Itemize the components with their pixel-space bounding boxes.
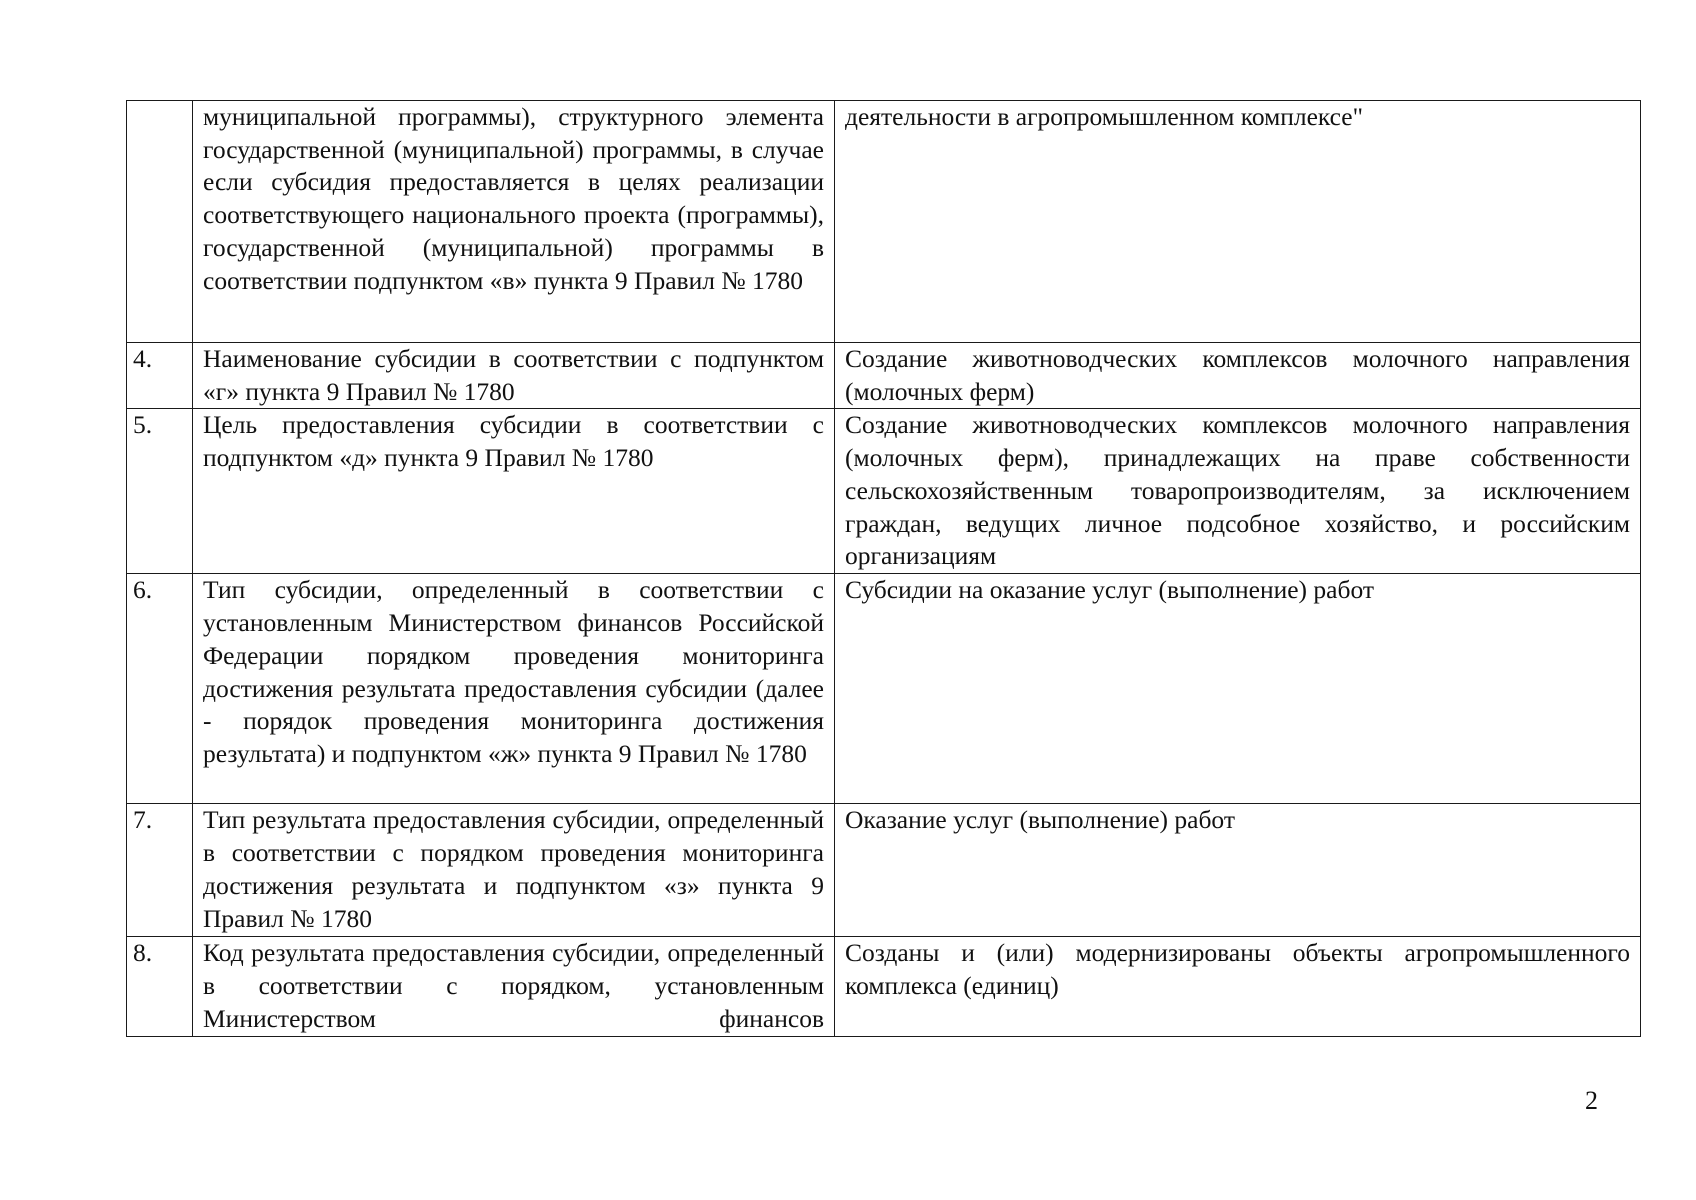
- row-label: Цель предоставления субсидии в соответствии с подпунктом «д» пункта 9 Правил № 1780: [193, 409, 835, 574]
- row-value: Созданы и (или) модернизированы объекты агропромышленного комплекса (единиц): [835, 937, 1641, 1036]
- row-value: Создание животноводческих комплексов молочного направления (молочных ферм), принадлежащих на праве собственности сельскохозяйственным товаропроизводителям, за исключением граждан, ведущих личное подсобное хозяйство, и российским организациям: [835, 409, 1641, 574]
- document-table: [126, 100, 1641, 1037]
- row-label: Наименование субсидии в соответствии с подпунктом «г» пункта 9 Правил № 1780: [193, 343, 835, 409]
- table-row: [127, 409, 1641, 574]
- page-number: 2: [1585, 1086, 1598, 1115]
- table-row: [127, 804, 1641, 937]
- row-label: Тип субсидии, определенный в соответствии с установленным Министерством финансов Российской Федерации порядком проведения мониторинга достижения результата предоставления субсидии (далее - порядок проведения мониторинга достижения результата) и подпунктом «ж» пункта 9 Правил № 1780: [193, 574, 835, 804]
- row-value: деятельности в агропромышленном комплексе": [835, 101, 1641, 343]
- row-number: 6.: [127, 574, 193, 804]
- row-value: Субсидии на оказание услуг (выполнение) работ: [835, 574, 1641, 804]
- row-value: Оказание услуг (выполнение) работ: [835, 804, 1641, 937]
- row-number: 8.: [127, 937, 193, 1036]
- table-row: [127, 101, 1641, 343]
- row-label: Код результата предоставления субсидии, определенный в соответствии с порядком, установленным Министерством финансов: [193, 937, 835, 1036]
- table-row: [127, 574, 1641, 804]
- table-row: [127, 343, 1641, 409]
- row-number: 7.: [127, 804, 193, 937]
- table-row: [127, 937, 1641, 1036]
- row-label: муниципальной программы), структурного элемента государственной (муниципальной) программы, в случае если субсидия предоставляется в целях реализации соответствующего национального проекта (программы), государственной (муниципальной) программы в соответствии подпунктом «в» пункта 9 Правил № 1780: [193, 101, 835, 343]
- row-number: 4.: [127, 343, 193, 409]
- row-value: Создание животноводческих комплексов молочного направления (молочных ферм): [835, 343, 1641, 409]
- row-label: Тип результата предоставления субсидии, определенный в соответствии с порядком проведения мониторинга достижения результата и подпунктом «з» пункта 9 Правил № 1780: [193, 804, 835, 937]
- row-number: [127, 101, 193, 343]
- row-number: 5.: [127, 409, 193, 574]
